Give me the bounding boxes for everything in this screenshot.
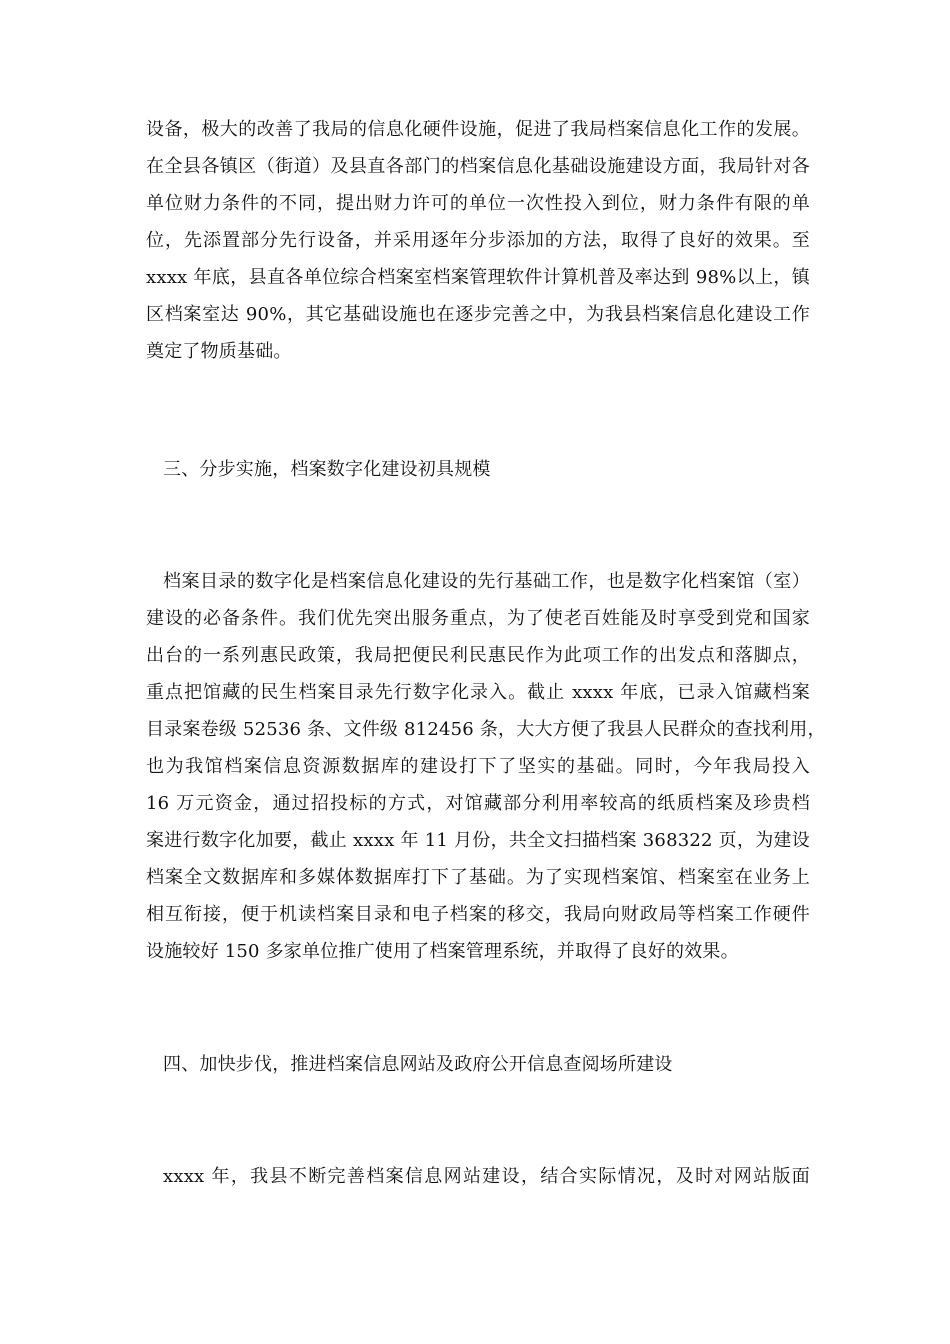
- paragraph-line: 在全县各镇区（街道）及县直各部门的档案信息化基础设施建设方面，我局针对各: [146, 156, 810, 177]
- section-heading: 三、分步实施，档案数字化建设初具规模: [163, 459, 491, 480]
- paragraph-line: 案进行数字化加要，截止 xxxx 年 11 月份，共全文扫描档案 368322 页，为建设: [146, 830, 810, 851]
- paragraph-line: 设施较好 150 多家单位推广使用了档案管理系统，并取得了良好的效果。: [146, 941, 739, 962]
- paragraph-line: 也为我馆档案信息资源数据库的建设打下了坚实的基础。同时，今年我局投入: [146, 756, 810, 777]
- paragraph-line: 单位财力条件的不同，提出财力许可的单位一次性投入到位，财力条件有限的单: [146, 193, 810, 214]
- paragraph-line: xxxx 年底，县直各单位综合档案室档案管理软件计算机普及率达到 98%以上，镇: [146, 267, 810, 288]
- paragraph-line: 重点把馆藏的民生档案目录先行数字化录入。截止 xxxx 年底，已录入馆藏档案: [146, 682, 810, 703]
- paragraph-line: 16 万元资金，通过招投标的方式，对馆藏部分利用率较高的纸质档案及珍贵档: [146, 793, 810, 814]
- paragraph-line: 目录案卷级 52536 条、文件级 812456 条，大大方便了我县人民群众的查找利用，: [146, 719, 826, 740]
- paragraph-line: 建设的必备条件。我们优先突出服务重点，为了使老百姓能及时享受到党和国家: [146, 608, 810, 629]
- paragraph-line: 设备，极大的改善了我局的信息化硬件设施，促进了我局档案信息化工作的发展。: [146, 119, 810, 140]
- paragraph-line: 档案目录的数字化是档案信息化建设的先行基础工作，也是数字化档案馆（室）: [163, 571, 810, 592]
- section-heading: 四、加快步伐，推进档案信息网站及政府公开信息查阅场所建设: [163, 1054, 673, 1075]
- paragraph-line: 档案全文数据库和多媒体数据库打下了基础。为了实现档案馆、档案室在业务上: [146, 867, 810, 888]
- paragraph-line: xxxx 年，我县不断完善档案信息网站建设，结合实际情况，及时对网站版面: [163, 1166, 810, 1187]
- paragraph-line: 出台的一系列惠民政策，我局把便民利民惠民作为此项工作的出发点和落脚点，: [146, 645, 810, 666]
- paragraph-line: 区档案室达 90%，其它基础设施也在逐步完善之中，为我县档案信息化建设工作: [146, 304, 810, 325]
- paragraph-line: 奠定了物质基础。: [146, 341, 292, 362]
- paragraph-line: 相互衔接，便于机读档案目录和电子档案的移交，我局向财政局等档案工作硬件: [146, 904, 810, 925]
- paragraph-line: 位，先添置部分先行设备，并采用逐年分步添加的方法，取得了良好的效果。至: [146, 230, 810, 251]
